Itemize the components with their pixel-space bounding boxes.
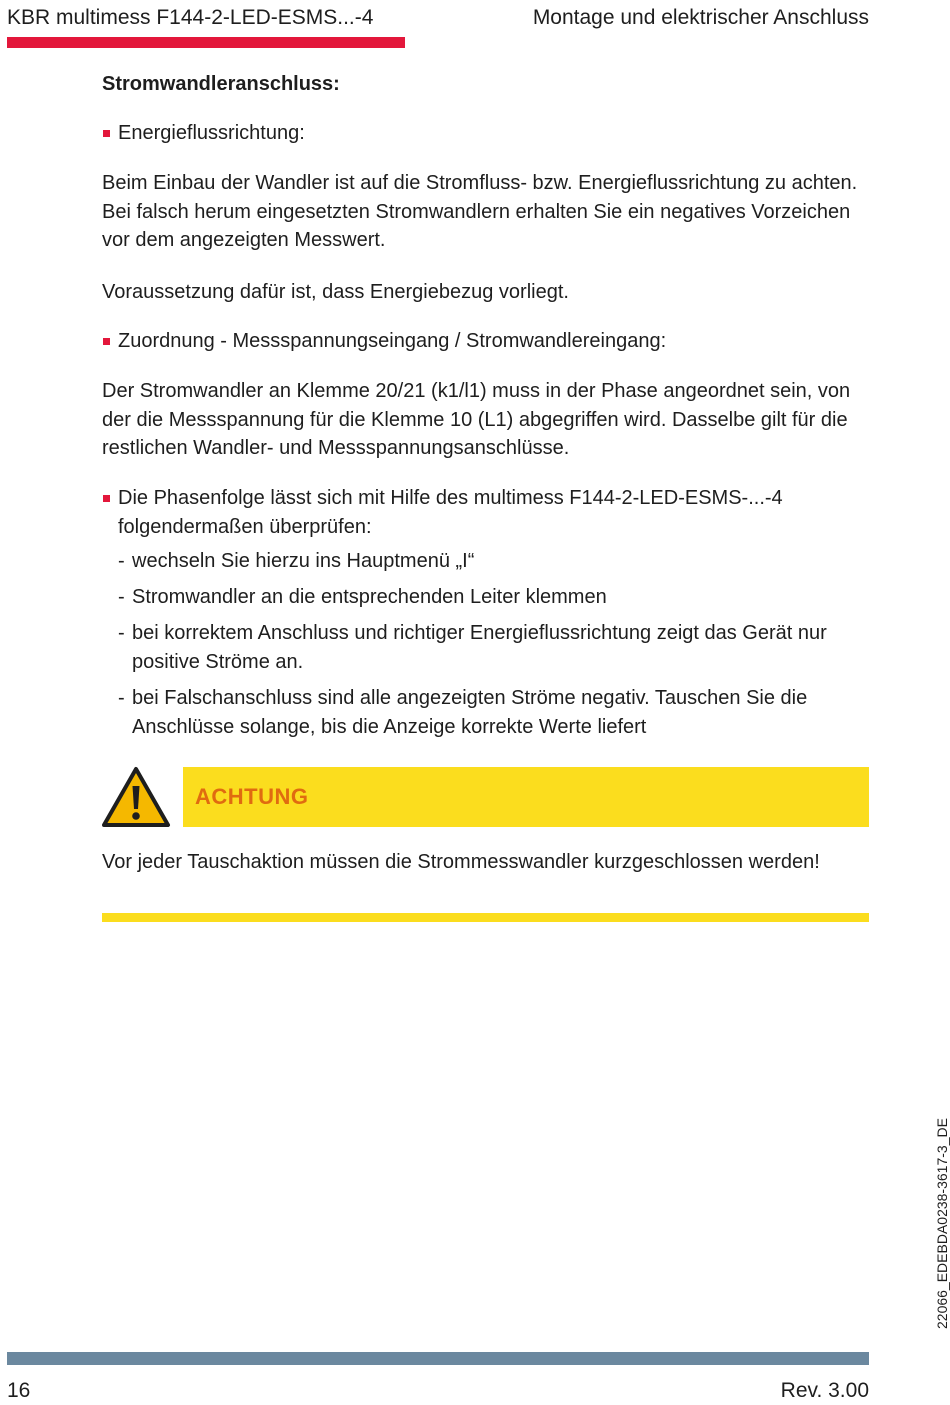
dash-list-item: - Stromwandler an die entsprechenden Leiter klemmen: [118, 586, 607, 608]
page-number: 16: [7, 1379, 31, 1402]
dash-item-text: Stromwandler an die entsprechenden Leiter klemmen: [132, 586, 607, 608]
warning-triangle-icon: [101, 766, 171, 828]
bullet-item: [102, 327, 872, 356]
dash-list-item: - bei korrektem Anschluss und richtiger Energieflussrichtung zeigt das Gerät nur positive Ströme an.: [118, 622, 827, 673]
bullet-square-icon: [103, 495, 110, 502]
document-id: 22066_EDEBDA0238-3617-3_DE: [934, 1118, 950, 1329]
header-accent-bar: [7, 37, 405, 48]
header-document-title: KBR multimess F144-2-LED-ESMS...-4: [7, 6, 374, 29]
paragraph: Voraussetzung dafür ist, dass Energiebezug vorliegt.: [102, 281, 569, 303]
revision-label: Rev. 3.00: [780, 1379, 869, 1402]
warning-end-rule: [102, 913, 869, 922]
warning-title: ACHTUNG: [195, 784, 309, 809]
footer-bar: [7, 1352, 869, 1365]
dash-list-item: - wechseln Sie hierzu ins Hauptmenü „I“: [118, 550, 475, 572]
warning-banner: [183, 767, 869, 827]
bullet-item: [102, 119, 872, 148]
paragraph: Beim Einbau der Wandler ist auf die Stromfluss- bzw. Energieflussrichtung zu achten. Bei falsch herum eingesetzten Stromwandlern erhalten Sie ein negatives Vorzeichen vor dem angezeigten Messwert.: [102, 172, 858, 251]
bullet-text: Energieflussrichtung:: [118, 122, 305, 144]
bullet-text: Die Phasenfolge lässt sich mit Hilfe des multimess F144-2-LED-ESMS-...-4 folgendermaßen überprüfen:: [118, 487, 783, 538]
bullet-item: [102, 484, 872, 541]
bullet-square-icon: [103, 338, 110, 345]
section-heading: Stromwandleranschluss:: [102, 73, 340, 95]
dash-item-text: bei Falschanschluss sind alle angezeigten Ströme negativ. Tauschen Sie die Anschlüsse solange, bis die Anzeige korrekte Werte liefert: [132, 687, 808, 738]
bullet-text: Zuordnung - Messspannungseingang / Stromwandlereingang:: [118, 330, 667, 352]
warning-text: Vor jeder Tauschaktion müssen die Strommesswandler kurzgeschlossen werden!: [102, 851, 820, 873]
bullet-square-icon: [103, 130, 110, 137]
dash-list-item: - bei Falschanschluss sind alle angezeigten Ströme negativ. Tauschen Sie die Anschlüsse solange, bis die Anzeige korrekte Werte liefert: [118, 687, 808, 738]
dash-item-text: wechseln Sie hierzu ins Hauptmenü „I“: [132, 550, 475, 572]
header-section-title: Montage und elektrischer Anschluss: [532, 6, 869, 29]
paragraph: Der Stromwandler an Klemme 20/21 (k1/l1) muss in der Phase angeordnet sein, von der die Messspannung für die Klemme 10 (L1) abgegriffen wird. Dasselbe gilt für die restlichen Wandler- und Messspannungsanschlüsse.: [102, 380, 851, 459]
dash-item-text: bei korrektem Anschluss und richtiger Energieflussrichtung zeigt das Gerät nur positive Ströme an.: [132, 622, 827, 673]
